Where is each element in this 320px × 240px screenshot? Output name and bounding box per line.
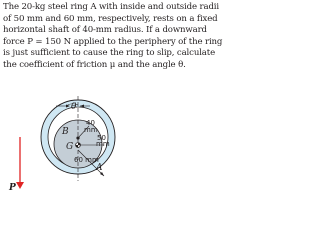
point-g-label: G [66, 142, 74, 152]
dim-50-unit: mm [96, 140, 110, 148]
dim-50-value: 50 [97, 134, 106, 142]
problem-line: force P = 150 N applied to the periphery of the ring [3, 36, 223, 47]
problem-line: The 20-kg steel ring A with inside and outside radii [3, 2, 219, 12]
dim-60-label: 60 mm [74, 156, 99, 164]
dim-40-unit: mm [84, 126, 98, 134]
force-p-label: P [9, 183, 16, 193]
point-a-label: A [96, 163, 103, 173]
problem-line: is just sufficient to cause the ring to slip, calculate [3, 48, 216, 58]
theta-label: θ [71, 102, 77, 112]
problem-line: of 50 mm and 60 mm, respectively, rests on a fixed [3, 13, 218, 24]
point-b-label: B [62, 127, 69, 137]
problem-line: horizontal shaft of 40-mm radius. If a downward [3, 25, 207, 35]
force-p-arrowhead [16, 182, 24, 189]
dim-40-value: 40 [86, 119, 95, 127]
problem-line: the coefficient of friction μ and the angle θ. [3, 59, 186, 70]
